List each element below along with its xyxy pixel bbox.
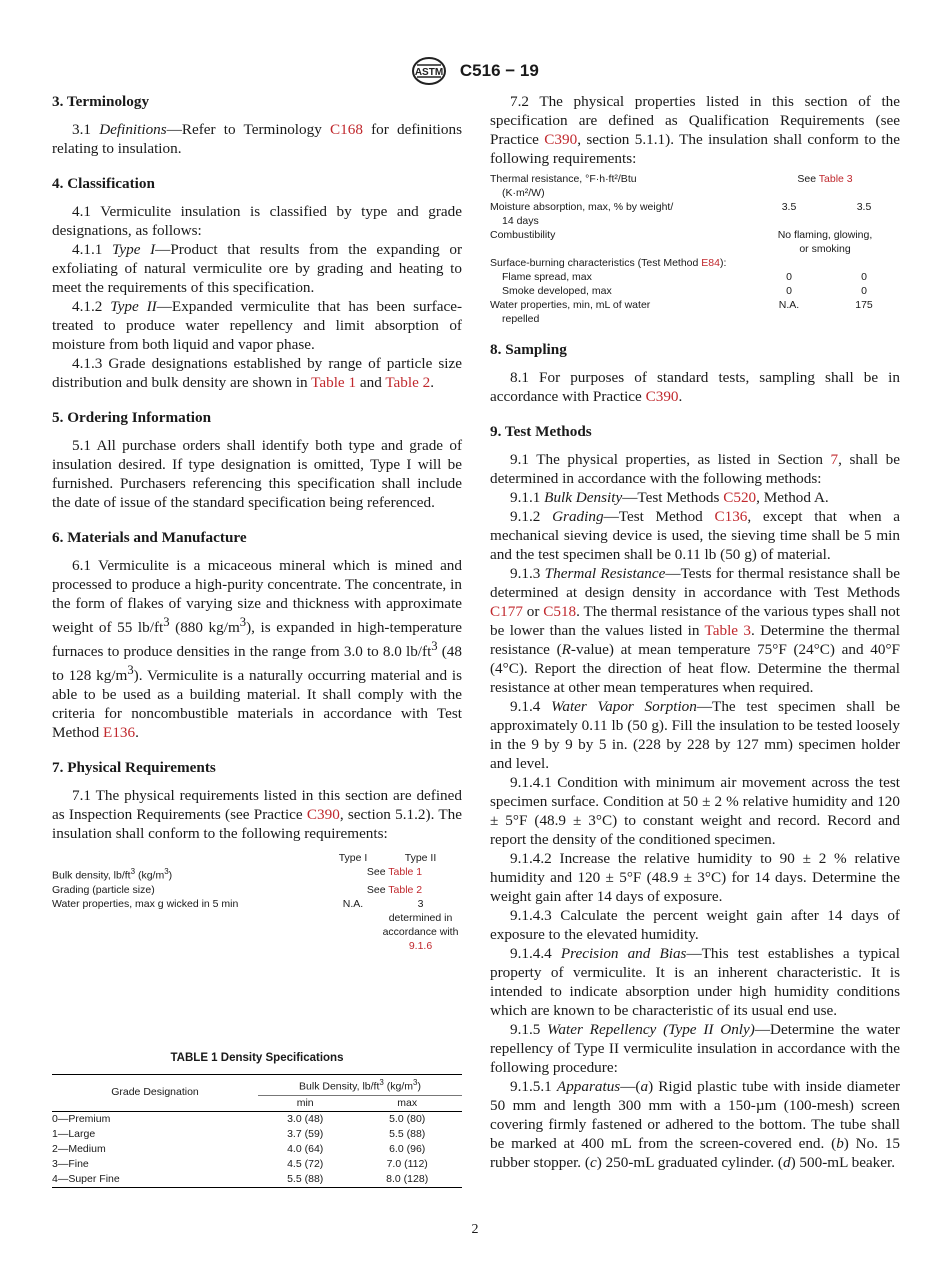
para-8-1: 8.1 For purposes of standard tests, sampling shall be in accordance with Practice C390. xyxy=(490,369,900,405)
section-5-title: 5. Ordering Information xyxy=(52,409,212,426)
section-3-title: 3. Terminology xyxy=(52,93,150,110)
col-grade-designation: Grade Designation xyxy=(52,1075,258,1112)
para-9-1: 9.1 The physical properties, as listed in Section 7, shall be determined in accordance with the following methods: xyxy=(490,451,900,487)
link-9-1-6[interactable]: 9.1.6 xyxy=(408,939,433,952)
para-9-1-4: 9.1.4 Water Vapor Sorption—The test specimen shall be approximately 0.11 lb (50 g). Fill the insulation to be tested loosely in the 9 by 9 by 5 in. (228 by 228 by 127 mm) specimen holder and level. xyxy=(490,698,900,772)
section-7-title: 7. Physical Requirements xyxy=(52,759,216,777)
para-9-1-4-3: 9.1.4.3 Calculate the percent weight gain after 14 days of exposure to the elevated humidity. xyxy=(490,907,900,943)
row-thermal-resistance: Thermal resistance, °F·h·ft²/Btu xyxy=(490,173,637,185)
section-8-title: 8. Sampling xyxy=(490,341,567,358)
cell-grade: 1—Large xyxy=(52,1127,96,1140)
section-6-title: 6. Materials and Manufacture xyxy=(52,529,247,546)
cell-max: 8.0 (128) xyxy=(352,1172,462,1188)
col-max: max xyxy=(352,1095,462,1111)
table-1-title: TABLE 1 Density Specifications xyxy=(170,1052,344,1064)
section-4 xyxy=(52,174,462,392)
cell-grade: 4—Super Fine xyxy=(52,1172,258,1188)
para-4-1-2: 4.1.2 Type II—Expanded vermiculite that has been surface-treated to produce water repellency and limit absorption of moisture from both liquid and vapor phase. xyxy=(52,298,462,353)
row-moisture-absorption: Moisture absorption, max, % by weight/ xyxy=(490,201,674,213)
cell-max: 6.0 (96) xyxy=(389,1142,426,1155)
para-7-2: 7.2 The physical properties listed in this section of the specification are defined as Qualification Requirements (see Practice C390, section 5.1.1). The insulation shall conform to the following requirements: xyxy=(490,93,900,167)
inspection-requirements-table: Type I Type II Bulk density, $lb/ft^3$ $(kg/m^3)$ See Table 1 Grading (particle size) See Table 2 Water properties, max g wicked in 5 min N.A. 3 determined in accordance with 9.1.6 xyxy=(52,851,462,953)
section-3 xyxy=(52,92,462,158)
link-c390[interactable]: C390 xyxy=(306,806,340,824)
link-c390-qual[interactable]: C390 xyxy=(544,131,578,148)
para-9-1-2: 9.1.2 Grading—Test Method C136, except that when a mechanical sieving device is used, the sieving time shall be 5 min and the test specimen shall be 0.11 lb (50 g) of material. xyxy=(490,508,900,563)
row-grading: Grading (particle size) xyxy=(52,883,155,896)
link-e136[interactable]: E136 xyxy=(103,724,136,742)
link-table-2-req[interactable]: Table 2 xyxy=(388,883,423,896)
link-e84[interactable]: E84 xyxy=(701,257,720,269)
section-9 xyxy=(490,422,900,1172)
para-5-1: 5.1 All purchase orders shall identify both type and grade of insulation desired. If type designation is omitted, Type I will be furnished. Purchasers referencing this specification shall include the date of issue of the standard specification being referenced. xyxy=(52,437,462,511)
col-bulk-density: Bulk Density, $lb/ft^3$ $(kg/m^3)$ xyxy=(258,1075,462,1096)
link-c390-sampling[interactable]: C390 xyxy=(645,388,679,405)
cell-min: 3.0 (48) xyxy=(287,1112,324,1125)
cell-min: 4.5 (72) xyxy=(287,1157,324,1170)
section-9-title: 9. Test Methods xyxy=(490,423,592,440)
cell-grade: 0—Premium xyxy=(52,1112,111,1125)
link-table-3-text[interactable]: Table 3 xyxy=(704,622,752,639)
section-5 xyxy=(52,408,462,512)
link-c168[interactable]: C168 xyxy=(330,121,363,138)
link-table-3[interactable]: Table 3 xyxy=(818,173,853,185)
row-flame-spread: Flame spread, max xyxy=(502,271,592,283)
link-c518[interactable]: C518 xyxy=(543,603,577,620)
page-number: 2 xyxy=(471,1222,479,1237)
section-7 xyxy=(52,758,462,953)
table-row xyxy=(52,1127,462,1142)
para-9-1-5-1: 9.1.5.1 Apparatus—(a) Rigid plastic tube with inside diameter 50 mm and length 300 mm with a 150-µm (100-mesh) screen covering firmly fastened or adhered to the bottom. The tube shall be marked at 400 mL from the screen-covered end. (b) No. 15 rubber stopper. (c) 250-mL graduated cylinder. (d) 500-mL beaker. xyxy=(490,1078,901,1171)
page-header xyxy=(0,56,950,86)
left-column xyxy=(52,92,463,1185)
link-section-7[interactable]: 7 xyxy=(830,451,839,468)
para-6-1: 6.1 Vermiculite is a micaceous mineral which is mined and processed to produce a high-purity concentrate. The concentrate, in the form of flakes of varying size and thickness with approximate weight of 55 $lb/ft^3$ (880 $kg/m^3$), is expanded in high-temperature furnaces to produce densities in the range from 3.0 to 8.0 $lb/ft^3$ (48 to 128 $kg/m^3$). Vermiculite is a naturally occurring material and is able to be used as a building material. It shall comply with the criteria for noncombustible materials in accordance with Test Method E136. xyxy=(52,557,463,742)
para-7-1: 7.1 The physical requirements listed in this section are defined as Inspection Requirements (see Practice C390, section 5.1.2). The insulation shall conform to the following requirements: xyxy=(52,787,462,843)
cell-grade: 2—Medium xyxy=(52,1142,106,1155)
col-type-2: Type II xyxy=(404,852,437,865)
qualification-requirements-table: Thermal resistance, °F·h·ft²/Btu See Table 3 (K·m²/W) Moisture absorption, max, % by weight/ 3.5 3.5 14 days Combustibility No flaming, glowing, or smoking Surface-burning characteristics (Test Method E84): Flame spread, max 0 0 Smoke developed, max 0 0 Water properties, min, mL of water N.A. 175 repelled xyxy=(490,172,900,326)
para-4-1-3: 4.1.3 Grade designations established by range of particle size distribution and bulk density are shown in Table 1 and Table 2. xyxy=(52,355,462,391)
table-row xyxy=(52,1142,462,1157)
cell-min: 4.0 (64) xyxy=(287,1142,324,1155)
para-9-1-4-2: 9.1.4.2 Increase the relative humidity to 90 ± 2 % relative humidity and 120 ± 5°F (48.9 ± 3°C) for 14 days. Determine the weight gain after 14 days of exposure. xyxy=(490,850,900,905)
col-type-1: Type I xyxy=(338,852,368,865)
section-4-title: 4. Classification xyxy=(52,175,155,192)
cell-max: 7.0 (112) xyxy=(386,1157,428,1170)
right-column xyxy=(490,92,900,1184)
cell-max: 5.0 (80) xyxy=(389,1112,426,1125)
row-bulk-density: Bulk density, $lb/ft^3$ $(kg/m^3)$ xyxy=(52,867,173,882)
row-combustibility: Combustibility xyxy=(490,229,556,241)
astm-logo-icon xyxy=(411,56,447,86)
row-water-repelled: Water properties, min, mL of water xyxy=(490,299,651,311)
link-table-2[interactable]: Table 2 xyxy=(385,374,431,391)
cell-min: 3.7 (59) xyxy=(287,1127,324,1140)
cell-grade: 3—Fine xyxy=(52,1157,89,1170)
row-smoke-developed: Smoke developed, max xyxy=(502,285,612,297)
svg-text:ASTM: ASTM xyxy=(414,67,444,78)
link-c177[interactable]: C177 xyxy=(490,603,523,620)
para-3-1: 3.1 Definitions—Refer to Terminology C168 for definitions relating to insulation. xyxy=(52,121,462,157)
col-min: min xyxy=(258,1095,352,1111)
link-table-1[interactable]: Table 1 xyxy=(311,374,357,391)
table-row xyxy=(52,1157,462,1172)
para-9-1-3: 9.1.3 Thermal Resistance—Tests for thermal resistance shall be determined at design density in accordance with Test Methods C177 or C518. The thermal resistance of the various types shall not be lower than the values listed in Table 3. Determine the thermal resistance (R-value) at mean temperature 75°F (24°C) and 40°F (4°C). Report the direction of heat flow. Determine the thermal resistance at other mean temperatures when required. xyxy=(490,565,901,696)
document-id: C516 − 19 xyxy=(459,61,539,80)
para-9-1-4-1: 9.1.4.1 Condition with minimum air movement across the test specimen surface. Condition at 50 ± 2 % relative humidity and 120 ± 5°F (48.9 ± 3°C) to constant weight and record. Record and report the density of the conditioned specimen. xyxy=(490,774,900,848)
para-4-1: 4.1 Vermiculite insulation is classified by type and grade designations, as follows: xyxy=(52,203,462,239)
row-surface-burning: Surface-burning characteristics (Test Method E84): xyxy=(490,257,727,269)
para-4-1-1: 4.1.1 Type I—Product that results from the expanding or exfoliating of natural vermiculite ore by grading and heating to meet the requirements of this specification. xyxy=(52,241,463,296)
table-row xyxy=(52,1172,462,1188)
section-8 xyxy=(490,340,900,406)
cell-max: 5.5 (88) xyxy=(389,1127,426,1140)
density-specifications-table xyxy=(52,1074,462,1188)
para-9-1-4-4: 9.1.4.4 Precision and Bias—This test establishes a typical property of vermiculite. It is an inherent characteristic. It is intended to indicate absorption under high humidity conditions which are known to be characteristic of its usual end use. xyxy=(490,945,900,1019)
section-6 xyxy=(52,528,462,742)
table-1 xyxy=(52,1049,462,1188)
link-c136[interactable]: C136 xyxy=(714,508,748,525)
cell-min: 5.5 (88) xyxy=(258,1172,352,1188)
link-table-1-req[interactable]: Table 1 xyxy=(388,866,423,879)
row-water-properties: Water properties, max g wicked in 5 min xyxy=(52,897,239,910)
para-9-1-1: 9.1.1 Bulk Density—Test Methods C520, Method A. xyxy=(510,489,829,506)
link-c520[interactable]: C520 xyxy=(723,489,757,506)
para-9-1-5: 9.1.5 Water Repellency (Type II Only)—Determine the water repellency of Type II vermiculite insulation in accordance with the following procedure: xyxy=(490,1021,900,1076)
table-row xyxy=(52,1111,462,1127)
